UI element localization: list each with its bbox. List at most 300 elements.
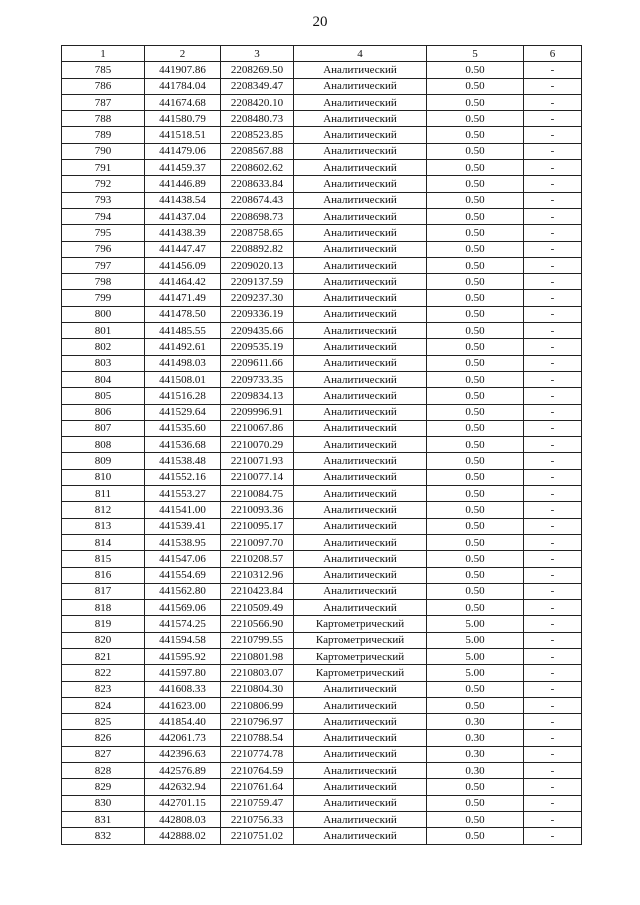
x-coordinate-cell: 442061.73: [145, 730, 221, 746]
accuracy-cell: 0.50: [427, 469, 524, 485]
table-row: [62, 714, 582, 730]
accuracy-cell: 0.30: [427, 746, 524, 762]
x-coordinate-cell: 441437.04: [145, 208, 221, 224]
x-coordinate-cell: 441498.03: [145, 355, 221, 371]
point-number-cell: 822: [62, 665, 145, 681]
table-row: [62, 583, 582, 599]
table-row: [62, 453, 582, 469]
y-coordinate-cell: 2210803.07: [221, 665, 294, 681]
accuracy-cell: 0.50: [427, 306, 524, 322]
point-number-cell: 831: [62, 811, 145, 827]
accuracy-cell: 0.50: [427, 355, 524, 371]
point-number-cell: 809: [62, 453, 145, 469]
table-row: [62, 290, 582, 306]
point-number-cell: 801: [62, 323, 145, 339]
note-cell: -: [524, 600, 582, 616]
y-coordinate-cell: 2208602.62: [221, 160, 294, 176]
accuracy-cell: 5.00: [427, 665, 524, 681]
method-cell: Аналитический: [294, 78, 427, 94]
note-cell: -: [524, 583, 582, 599]
point-number-cell: 825: [62, 714, 145, 730]
x-coordinate-cell: 441446.89: [145, 176, 221, 192]
table-row: [62, 730, 582, 746]
accuracy-cell: 0.50: [427, 111, 524, 127]
point-number-cell: 797: [62, 257, 145, 273]
y-coordinate-cell: 2210751.02: [221, 828, 294, 844]
column-header: 3: [221, 46, 294, 62]
x-coordinate-cell: 441539.41: [145, 518, 221, 534]
point-number-cell: 817: [62, 583, 145, 599]
point-number-cell: 828: [62, 763, 145, 779]
y-coordinate-cell: 2210093.36: [221, 502, 294, 518]
x-coordinate-cell: 442576.89: [145, 763, 221, 779]
y-coordinate-cell: 2210071.93: [221, 453, 294, 469]
method-cell: Аналитический: [294, 62, 427, 78]
note-cell: -: [524, 111, 582, 127]
note-cell: -: [524, 469, 582, 485]
table-row: [62, 371, 582, 387]
x-coordinate-cell: 441535.60: [145, 420, 221, 436]
point-number-cell: 802: [62, 339, 145, 355]
point-number-cell: 804: [62, 371, 145, 387]
x-coordinate-cell: 441594.58: [145, 632, 221, 648]
note-cell: -: [524, 811, 582, 827]
note-cell: -: [524, 779, 582, 795]
point-number-cell: 806: [62, 404, 145, 420]
table-row: [62, 160, 582, 176]
accuracy-cell: 0.50: [427, 502, 524, 518]
table-row: [62, 323, 582, 339]
note-cell: -: [524, 763, 582, 779]
y-coordinate-cell: 2208758.65: [221, 225, 294, 241]
point-number-cell: 819: [62, 616, 145, 632]
note-cell: -: [524, 323, 582, 339]
y-coordinate-cell: 2210796.97: [221, 714, 294, 730]
point-number-cell: 821: [62, 648, 145, 664]
point-number-cell: 795: [62, 225, 145, 241]
method-cell: Аналитический: [294, 583, 427, 599]
point-number-cell: 816: [62, 567, 145, 583]
point-number-cell: 832: [62, 828, 145, 844]
y-coordinate-cell: 2208698.73: [221, 208, 294, 224]
x-coordinate-cell: 441784.04: [145, 78, 221, 94]
note-cell: -: [524, 176, 582, 192]
table-header-row: [62, 46, 582, 62]
method-cell: Аналитический: [294, 274, 427, 290]
table-row: [62, 697, 582, 713]
note-cell: -: [524, 551, 582, 567]
x-coordinate-cell: 441562.80: [145, 583, 221, 599]
point-number-cell: 813: [62, 518, 145, 534]
table-row: [62, 306, 582, 322]
point-number-cell: 803: [62, 355, 145, 371]
point-number-cell: 800: [62, 306, 145, 322]
column-header: 2: [145, 46, 221, 62]
note-cell: -: [524, 257, 582, 273]
y-coordinate-cell: 2210077.14: [221, 469, 294, 485]
y-coordinate-cell: 2210070.29: [221, 437, 294, 453]
note-cell: -: [524, 648, 582, 664]
x-coordinate-cell: 441907.86: [145, 62, 221, 78]
method-cell: Аналитический: [294, 127, 427, 143]
point-number-cell: 820: [62, 632, 145, 648]
point-number-cell: 790: [62, 143, 145, 159]
method-cell: Аналитический: [294, 257, 427, 273]
note-cell: -: [524, 225, 582, 241]
accuracy-cell: 5.00: [427, 632, 524, 648]
column-header: 6: [524, 46, 582, 62]
method-cell: Аналитический: [294, 518, 427, 534]
point-number-cell: 786: [62, 78, 145, 94]
table-row: [62, 355, 582, 371]
y-coordinate-cell: 2210774.78: [221, 746, 294, 762]
note-cell: -: [524, 388, 582, 404]
y-coordinate-cell: 2208674.43: [221, 192, 294, 208]
x-coordinate-cell: 441516.28: [145, 388, 221, 404]
point-number-cell: 785: [62, 62, 145, 78]
accuracy-cell: 0.50: [427, 339, 524, 355]
accuracy-cell: 0.50: [427, 241, 524, 257]
x-coordinate-cell: 441597.80: [145, 665, 221, 681]
x-coordinate-cell: 442632.94: [145, 779, 221, 795]
table-row: [62, 681, 582, 697]
point-number-cell: 791: [62, 160, 145, 176]
accuracy-cell: 0.50: [427, 176, 524, 192]
accuracy-cell: 0.50: [427, 551, 524, 567]
note-cell: -: [524, 127, 582, 143]
table-row: [62, 208, 582, 224]
point-number-cell: 807: [62, 420, 145, 436]
table-row: [62, 127, 582, 143]
y-coordinate-cell: 2208633.84: [221, 176, 294, 192]
method-cell: Аналитический: [294, 306, 427, 322]
table-row: [62, 534, 582, 550]
table-row: [62, 62, 582, 78]
method-cell: Аналитический: [294, 486, 427, 502]
x-coordinate-cell: 442396.63: [145, 746, 221, 762]
accuracy-cell: 0.50: [427, 811, 524, 827]
method-cell: Аналитический: [294, 600, 427, 616]
column-header: 4: [294, 46, 427, 62]
accuracy-cell: 0.50: [427, 257, 524, 273]
y-coordinate-cell: 2209336.19: [221, 306, 294, 322]
note-cell: -: [524, 616, 582, 632]
method-cell: Аналитический: [294, 323, 427, 339]
point-number-cell: 826: [62, 730, 145, 746]
x-coordinate-cell: 441529.64: [145, 404, 221, 420]
accuracy-cell: 0.50: [427, 78, 524, 94]
table-row: [62, 437, 582, 453]
point-number-cell: 796: [62, 241, 145, 257]
note-cell: -: [524, 795, 582, 811]
point-number-cell: 793: [62, 192, 145, 208]
point-number-cell: 829: [62, 779, 145, 795]
y-coordinate-cell: 2210759.47: [221, 795, 294, 811]
x-coordinate-cell: 441553.27: [145, 486, 221, 502]
point-number-cell: 787: [62, 94, 145, 110]
accuracy-cell: 5.00: [427, 616, 524, 632]
table-row: [62, 779, 582, 795]
accuracy-cell: 0.50: [427, 127, 524, 143]
accuracy-cell: 0.50: [427, 795, 524, 811]
x-coordinate-cell: 441438.39: [145, 225, 221, 241]
note-cell: -: [524, 730, 582, 746]
y-coordinate-cell: 2208523.85: [221, 127, 294, 143]
method-cell: Аналитический: [294, 453, 427, 469]
note-cell: -: [524, 697, 582, 713]
method-cell: Аналитический: [294, 567, 427, 583]
accuracy-cell: 0.30: [427, 714, 524, 730]
method-cell: Аналитический: [294, 469, 427, 485]
method-cell: Аналитический: [294, 714, 427, 730]
x-coordinate-cell: 442808.03: [145, 811, 221, 827]
table-body: [62, 62, 582, 844]
accuracy-cell: 0.30: [427, 730, 524, 746]
table-row: [62, 486, 582, 502]
note-cell: -: [524, 208, 582, 224]
y-coordinate-cell: 2209834.13: [221, 388, 294, 404]
note-cell: -: [524, 681, 582, 697]
x-coordinate-cell: 441479.06: [145, 143, 221, 159]
point-number-cell: 808: [62, 437, 145, 453]
x-coordinate-cell: 441554.69: [145, 567, 221, 583]
table-row: [62, 518, 582, 534]
table-row: [62, 502, 582, 518]
note-cell: -: [524, 665, 582, 681]
point-number-cell: 811: [62, 486, 145, 502]
accuracy-cell: 0.50: [427, 192, 524, 208]
method-cell: Аналитический: [294, 437, 427, 453]
y-coordinate-cell: 2210067.86: [221, 420, 294, 436]
method-cell: Аналитический: [294, 339, 427, 355]
table-row: [62, 469, 582, 485]
table-row: [62, 551, 582, 567]
y-coordinate-cell: 2209237.30: [221, 290, 294, 306]
x-coordinate-cell: 441536.68: [145, 437, 221, 453]
table-row: [62, 388, 582, 404]
point-number-cell: 799: [62, 290, 145, 306]
method-cell: Аналитический: [294, 388, 427, 404]
x-coordinate-cell: 441608.33: [145, 681, 221, 697]
method-cell: Аналитический: [294, 534, 427, 550]
accuracy-cell: 0.50: [427, 371, 524, 387]
y-coordinate-cell: 2208269.50: [221, 62, 294, 78]
table-row: [62, 257, 582, 273]
x-coordinate-cell: 441459.37: [145, 160, 221, 176]
table-row: [62, 78, 582, 94]
method-cell: Аналитический: [294, 160, 427, 176]
accuracy-cell: 0.50: [427, 518, 524, 534]
method-cell: Аналитический: [294, 828, 427, 844]
method-cell: Аналитический: [294, 176, 427, 192]
x-coordinate-cell: 441471.49: [145, 290, 221, 306]
y-coordinate-cell: 2210761.64: [221, 779, 294, 795]
note-cell: -: [524, 746, 582, 762]
table-row: [62, 763, 582, 779]
accuracy-cell: 0.50: [427, 779, 524, 795]
point-number-cell: 827: [62, 746, 145, 762]
method-cell: Аналитический: [294, 697, 427, 713]
note-cell: -: [524, 143, 582, 159]
method-cell: Аналитический: [294, 143, 427, 159]
point-number-cell: 830: [62, 795, 145, 811]
y-coordinate-cell: 2210095.17: [221, 518, 294, 534]
x-coordinate-cell: 442701.15: [145, 795, 221, 811]
table-row: [62, 225, 582, 241]
note-cell: -: [524, 306, 582, 322]
y-coordinate-cell: 2208480.73: [221, 111, 294, 127]
y-coordinate-cell: 2210097.70: [221, 534, 294, 550]
accuracy-cell: 0.50: [427, 94, 524, 110]
accuracy-cell: 0.50: [427, 404, 524, 420]
note-cell: -: [524, 160, 582, 176]
note-cell: -: [524, 62, 582, 78]
y-coordinate-cell: 2210799.55: [221, 632, 294, 648]
y-coordinate-cell: 2208567.88: [221, 143, 294, 159]
accuracy-cell: 0.50: [427, 143, 524, 159]
accuracy-cell: 0.50: [427, 486, 524, 502]
note-cell: -: [524, 78, 582, 94]
method-cell: Картометрический: [294, 648, 427, 664]
method-cell: Аналитический: [294, 192, 427, 208]
x-coordinate-cell: 441854.40: [145, 714, 221, 730]
note-cell: -: [524, 518, 582, 534]
x-coordinate-cell: 441574.25: [145, 616, 221, 632]
accuracy-cell: 5.00: [427, 648, 524, 664]
y-coordinate-cell: 2210084.75: [221, 486, 294, 502]
method-cell: Аналитический: [294, 730, 427, 746]
note-cell: -: [524, 453, 582, 469]
y-coordinate-cell: 2208420.10: [221, 94, 294, 110]
point-number-cell: 798: [62, 274, 145, 290]
point-number-cell: 814: [62, 534, 145, 550]
y-coordinate-cell: 2209733.35: [221, 371, 294, 387]
method-cell: Картометрический: [294, 616, 427, 632]
table-row: [62, 241, 582, 257]
page-number: 20: [312, 14, 328, 30]
x-coordinate-cell: 441595.92: [145, 648, 221, 664]
method-cell: Аналитический: [294, 355, 427, 371]
method-cell: Аналитический: [294, 795, 427, 811]
x-coordinate-cell: 441438.54: [145, 192, 221, 208]
accuracy-cell: 0.50: [427, 453, 524, 469]
method-cell: Аналитический: [294, 290, 427, 306]
point-number-cell: 810: [62, 469, 145, 485]
table-row: [62, 600, 582, 616]
note-cell: -: [524, 339, 582, 355]
accuracy-cell: 0.50: [427, 828, 524, 844]
x-coordinate-cell: 441538.95: [145, 534, 221, 550]
table-row: [62, 420, 582, 436]
x-coordinate-cell: 441508.01: [145, 371, 221, 387]
note-cell: -: [524, 502, 582, 518]
y-coordinate-cell: 2209137.59: [221, 274, 294, 290]
note-cell: -: [524, 534, 582, 550]
y-coordinate-cell: 2210788.54: [221, 730, 294, 746]
x-coordinate-cell: 441464.42: [145, 274, 221, 290]
note-cell: -: [524, 274, 582, 290]
point-number-cell: 818: [62, 600, 145, 616]
method-cell: Аналитический: [294, 779, 427, 795]
accuracy-cell: 0.50: [427, 225, 524, 241]
point-number-cell: 792: [62, 176, 145, 192]
method-cell: Картометрический: [294, 632, 427, 648]
table-row: [62, 176, 582, 192]
method-cell: Аналитический: [294, 763, 427, 779]
y-coordinate-cell: 2210509.49: [221, 600, 294, 616]
y-coordinate-cell: 2210804.30: [221, 681, 294, 697]
note-cell: -: [524, 420, 582, 436]
y-coordinate-cell: 2209020.13: [221, 257, 294, 273]
accuracy-cell: 0.50: [427, 274, 524, 290]
x-coordinate-cell: 442888.02: [145, 828, 221, 844]
accuracy-cell: 0.50: [427, 697, 524, 713]
y-coordinate-cell: 2210312.96: [221, 567, 294, 583]
point-number-cell: 789: [62, 127, 145, 143]
note-cell: -: [524, 192, 582, 208]
method-cell: Аналитический: [294, 111, 427, 127]
coordinates-table: [61, 45, 582, 845]
table-row: [62, 828, 582, 844]
accuracy-cell: 0.50: [427, 290, 524, 306]
note-cell: -: [524, 241, 582, 257]
method-cell: Картометрический: [294, 665, 427, 681]
table-row: [62, 339, 582, 355]
x-coordinate-cell: 441478.50: [145, 306, 221, 322]
accuracy-cell: 0.30: [427, 763, 524, 779]
method-cell: Аналитический: [294, 404, 427, 420]
accuracy-cell: 0.50: [427, 208, 524, 224]
accuracy-cell: 0.50: [427, 420, 524, 436]
accuracy-cell: 0.50: [427, 534, 524, 550]
method-cell: Аналитический: [294, 746, 427, 762]
y-coordinate-cell: 2209611.66: [221, 355, 294, 371]
column-header: 5: [427, 46, 524, 62]
accuracy-cell: 0.50: [427, 681, 524, 697]
x-coordinate-cell: 441623.00: [145, 697, 221, 713]
table-row: [62, 648, 582, 664]
y-coordinate-cell: 2210806.99: [221, 697, 294, 713]
accuracy-cell: 0.50: [427, 567, 524, 583]
note-cell: -: [524, 290, 582, 306]
point-number-cell: 812: [62, 502, 145, 518]
method-cell: Аналитический: [294, 371, 427, 387]
x-coordinate-cell: 441580.79: [145, 111, 221, 127]
point-number-cell: 805: [62, 388, 145, 404]
accuracy-cell: 0.50: [427, 388, 524, 404]
method-cell: Аналитический: [294, 225, 427, 241]
accuracy-cell: 0.50: [427, 160, 524, 176]
x-coordinate-cell: 441674.68: [145, 94, 221, 110]
y-coordinate-cell: 2210208.57: [221, 551, 294, 567]
table-row: [62, 111, 582, 127]
x-coordinate-cell: 441518.51: [145, 127, 221, 143]
accuracy-cell: 0.50: [427, 583, 524, 599]
table-row: [62, 746, 582, 762]
x-coordinate-cell: 441447.47: [145, 241, 221, 257]
note-cell: -: [524, 355, 582, 371]
x-coordinate-cell: 441456.09: [145, 257, 221, 273]
accuracy-cell: 0.50: [427, 62, 524, 78]
table-row: [62, 632, 582, 648]
y-coordinate-cell: 2209996.91: [221, 404, 294, 420]
method-cell: Аналитический: [294, 681, 427, 697]
table-row: [62, 404, 582, 420]
note-cell: -: [524, 486, 582, 502]
y-coordinate-cell: 2208349.47: [221, 78, 294, 94]
note-cell: -: [524, 567, 582, 583]
method-cell: Аналитический: [294, 551, 427, 567]
